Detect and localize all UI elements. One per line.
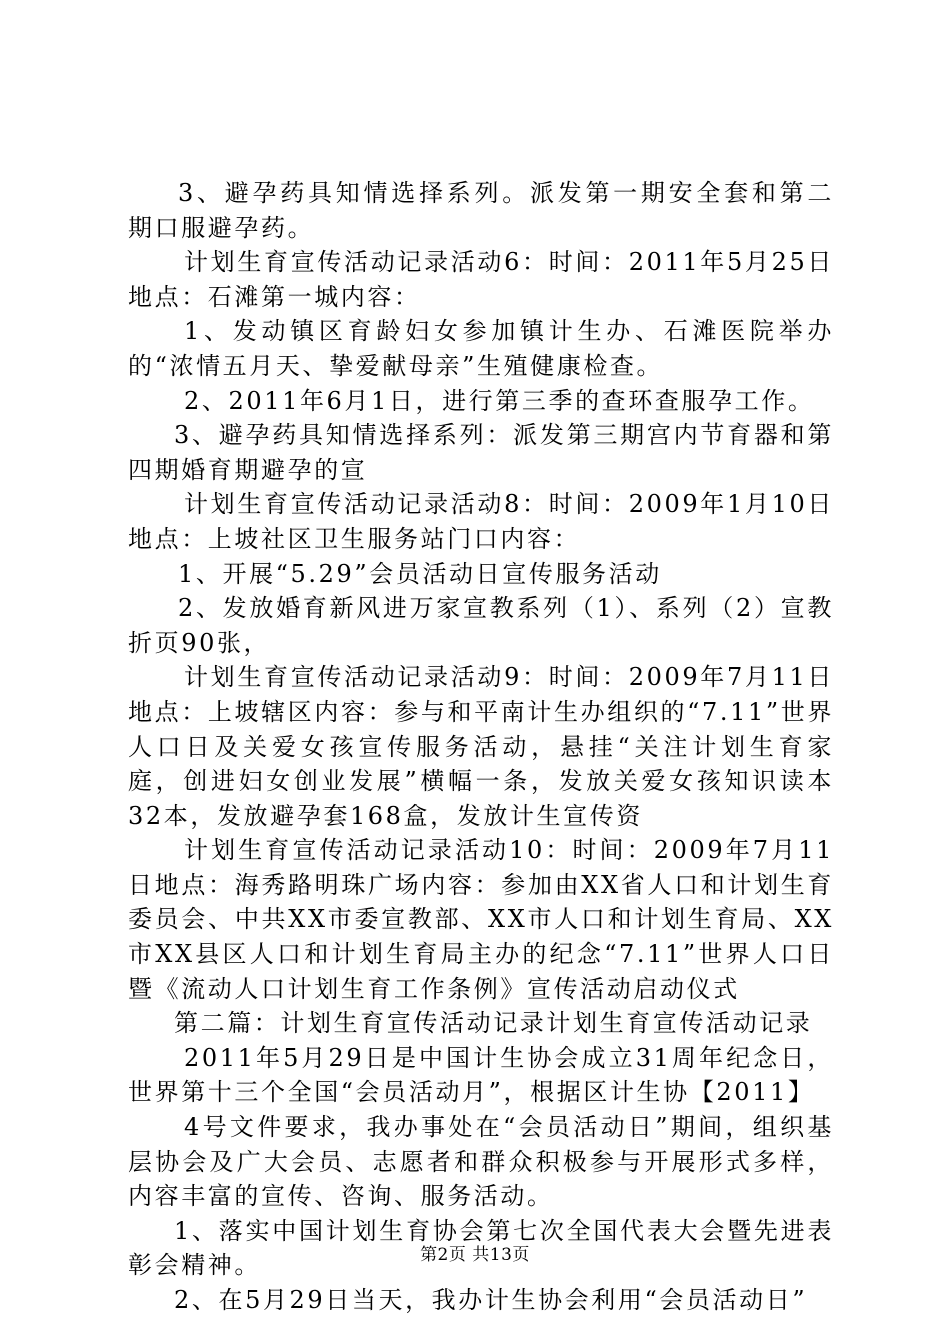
paragraph: 计划生育宣传活动记录活动8：时间：2009年1月10日地点：上坡社区卫生服务站门口内容： [128,490,834,553]
paragraph: 计划生育宣传活动记录活动9：时间：2009年7月11日地点：上坡辖区内容：参与和平南计生办组织的“7.11”世界人口日及关爱女孩宣传服务活动，悬挂“关注计划生育家庭，创进妇女创业发展”横幅一条，发放关爱女孩知识读本32本，发放避孕套168盒，发放计生宣传资 [128,663,834,830]
section-heading: 第二篇：计划生育宣传活动记录计划生育宣传活动记录 [174,1009,813,1038]
paragraph: 1、开展“5.29”会员活动日宣传服务活动 [178,559,662,588]
paragraph: 2、2011年6月1日，进行第三季的查环查服孕工作。 [184,386,815,415]
paragraph: 计划生育宣传活动记录活动6：时间：2011年5月25日地点：石滩第一城内容： [128,248,834,311]
paragraph: 4号文件要求，我办事处在“会员活动日”期间，组织基层协会及广大会员、志愿者和群众积极参与开展形式多样，内容丰富的宣传、咨询、服务活动。 [128,1113,834,1211]
paragraph: 2011年5月29日是中国计生协会成立31周年纪念日，世界第十三个全国“会员活动月”，根据区计生协【2011】 [128,1043,834,1107]
paragraph: 3、避孕药具知情选择系列：派发第三期宫内节育器和第四期婚育期避孕的宣 [128,421,834,484]
paragraph: 1、落实中国计划生育协会第七次全国代表大会暨先进表彰会精神。 [128,1216,834,1280]
paragraph: 2、在5月29日当天，我办计生协会利用“会员活动日” [174,1286,808,1314]
paragraph: 计划生育宣传活动记录活动10：时间：2009年7月11日地点：海秀路明珠广场内容：参加由XX省人口和计划生育委员会、中共XX市委宣教部、XX市人口和计划生育局、XX市XX县区人口和计划生育局主办的纪念“7.11”世界人口日暨《流动人口计划生育工作条例》宣传活动启动仪式 [128,836,834,1003]
document-body [128,176,834,1318]
page-number-footer: 第2页 共13页 [420,1245,530,1265]
paragraph: 2、发放婚育新风进万家宣教系列（1）、系列（2）宣教折页90张， [128,594,834,657]
paragraph: 1、发动镇区育龄妇女参加镇计生办、石滩医院举办的“浓情五月天、挚爱献母亲”生殖健康检查。 [128,317,834,380]
paragraph: 3、避孕药具知情选择系列。派发第一期安全套和第二期口服避孕药。 [128,179,834,242]
